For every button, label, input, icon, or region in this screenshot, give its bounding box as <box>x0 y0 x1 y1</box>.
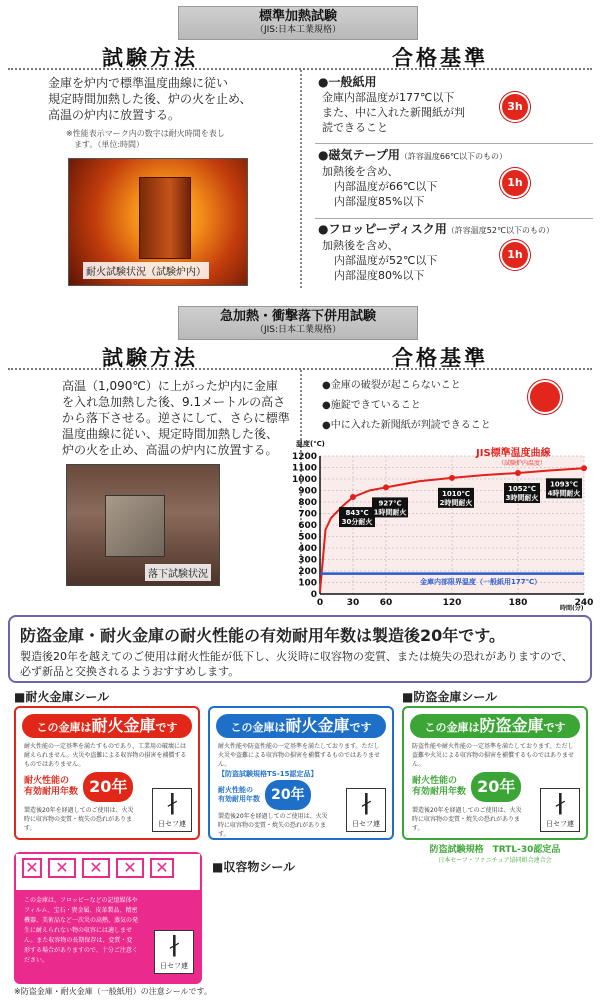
annotation-label: 2時間耐火 <box>439 498 473 507</box>
chart-legend-limit: 金庫内部限界温度（一般紙用177℃） <box>420 578 542 586</box>
section1-note: ※性能表示マーク内の数字は耐火時間を表し ます。（単位:時間） <box>66 129 225 149</box>
y-tick-label: 100 <box>298 578 317 589</box>
section1-subtitle: （JIS:日本工業規格） <box>254 25 342 35</box>
seal-text: 耐火性能や防盗性能の一定基準を満たしております。ただし火災や盗難による収容物の損害を補償するものではありません。 <box>218 743 381 768</box>
criteria-title: ●一般紙用 <box>318 75 377 89</box>
green-seal-standard: 防盗試験規格 TRTL-30認定品 日本セーフ・ファニチュア協同組合連合会 <box>429 845 561 864</box>
x-tick-label: 30 <box>346 598 360 608</box>
seal-logo: ∤ 日セフ連 <box>154 930 194 974</box>
section1-method-heading: 試験方法 <box>102 46 198 70</box>
seal-fire-red <box>14 706 200 840</box>
seal-band: この金庫は耐火金庫です <box>216 714 386 738</box>
section2-criteria-heading: 合格基準 <box>392 346 488 370</box>
seal-storage-pink <box>14 852 202 984</box>
seal-logo: ∤ 日セフ連 <box>152 788 192 832</box>
criteria-item: ●金庫の破裂が起こらないこと <box>322 380 461 391</box>
section1-vertical-divider <box>300 70 302 288</box>
y-tick-label: 800 <box>298 498 317 508</box>
no-instrument-icon: ✕ <box>150 858 174 878</box>
seal-years: 20年 <box>265 780 310 810</box>
x-tick-label: 0 <box>316 598 324 608</box>
seal-band: この金庫は防盗金庫です <box>410 714 580 738</box>
annotation-label: 4時間耐火 <box>547 489 581 498</box>
annotation-label: 1時間耐火 <box>373 508 407 517</box>
section2-title: 急加熱・衝撃落下併用試験 <box>219 309 376 324</box>
criteria-general-paper <box>318 75 590 135</box>
criteria-floppy-disk <box>318 222 590 283</box>
y-tick-label: 200 <box>298 567 317 577</box>
y-tick-label: 300 <box>298 555 317 566</box>
annotation-point <box>383 484 389 490</box>
x-tick-label: 240 <box>574 598 594 608</box>
y-tick-label: 700 <box>298 509 317 520</box>
criteria-separator <box>315 218 593 219</box>
criteria-text: 加熱後を含め、 内部温度が66℃以下 内部湿度85%以下 <box>322 165 438 208</box>
annotation-label: 1052℃ <box>508 485 536 494</box>
notice-body: 製造後20年を越えてのご使用は耐火性能が低下し、火災時に収容物の変質、または焼失の恐れがありますので、必ず新品と交換されるようおすすめします。 <box>20 650 573 678</box>
temperature-chart <box>290 436 594 612</box>
criteria-text: 加熱後を含め、 内部温度が52℃以下 内部湿度80%以下 <box>322 239 438 282</box>
seal-fire-blue <box>208 706 394 840</box>
fire-resistance-1h-icon: 1h <box>500 168 530 198</box>
x-tick-label: 60 <box>379 598 393 608</box>
annotation-label: 3時間耐火 <box>505 494 539 503</box>
seal-years: 20年 <box>471 772 521 802</box>
seal-footer: 製造後20年を経過してのご使用は、火災時に収容物の変質・焼失の恐れがあります。 <box>412 807 522 832</box>
storage-prohibited-icons <box>16 854 200 890</box>
criteria-title-note: （許容温度52℃以下のもの） <box>446 226 554 235</box>
furnace-photo-caption: 耐火試験状況（試験炉内） <box>83 262 209 279</box>
seal-years: 20年 <box>83 772 133 802</box>
criteria-text: 金庫内部温度が177℃以下 また、中に入れた新聞紙が判 読できること <box>322 91 465 134</box>
seal-theft-green <box>402 706 588 840</box>
furnace-photo <box>68 158 248 286</box>
notice-headline: 防盗金庫・耐火金庫の耐火性能の有効耐用年数は製造後20年です。 <box>20 626 505 645</box>
y-tick-label: 400 <box>298 544 317 554</box>
seal-footer: 製造後20年を経過してのご使用は、火災時に収容物の変質・焼失の恐れがあります。 <box>24 807 134 832</box>
chart-legend-jis: JIS標準温度曲線 <box>476 448 551 459</box>
annotation-point <box>515 470 521 476</box>
seal-logo: ∤ 日セフ連 <box>540 788 580 832</box>
y-tick-label: 1200 <box>291 452 317 462</box>
seal-life: 耐火性能の 有効耐用年数 20年 <box>16 769 198 802</box>
section1-title-box <box>178 6 418 40</box>
seal-standard: 【防盗試験規格TS-15認定品】 <box>218 770 318 778</box>
chart-y-label: 温度(℃) <box>296 440 325 448</box>
annotation-label: 30分耐火 <box>341 518 373 527</box>
seal-logo: ∤ 日セフ連 <box>346 788 386 832</box>
seal-text: 防盗性能や耐火性能の一定基準を満たしております。ただし盗難や火災による収容物の損害を補償するものではありません。 <box>412 743 575 768</box>
y-tick-label: 0 <box>310 590 317 600</box>
annotation-label: 927℃ <box>378 499 402 508</box>
no-bag-icon: ✕ <box>116 858 144 878</box>
section2-subtitle: （JIS:日本工業規格） <box>254 325 342 335</box>
storage-seal-note: ※防盗金庫・耐火金庫（一般紙用）の注意シールです。 <box>14 987 212 996</box>
furnace-safe-shape <box>139 177 191 259</box>
section1-method-text: 金庫を炉内で標準温度曲線に従い 規定時間加熱した後、炉の火を止め、 高温の炉内に放置する。 <box>48 76 252 122</box>
y-tick-label: 900 <box>298 486 317 497</box>
drop-test-photo <box>66 464 220 586</box>
criteria-title-note: （許容温度66℃以下のもの） <box>399 152 508 161</box>
annotation-label: 843℃ <box>345 509 369 518</box>
fire-resistance-1h-icon: 1h <box>500 240 530 270</box>
seal-life: 耐火性能の 有効耐用年数 20年 <box>210 779 392 810</box>
section2-method-heading: 試験方法 <box>102 346 198 370</box>
annotation-point <box>449 475 455 481</box>
seal-life: 耐火性能の 有効耐用年数 20年 <box>404 769 586 802</box>
seal-footer: 製造後20年を経過してのご使用は、火災時に収容物の変質・焼失の恐れがあります。 <box>218 813 328 838</box>
durability-notice <box>8 615 592 683</box>
annotation-point <box>350 494 356 500</box>
theft-seal-label: ■防盗金庫シール <box>402 690 498 704</box>
y-tick-label: 600 <box>298 521 317 531</box>
seal-band: この金庫は耐火金庫です <box>22 714 192 738</box>
criteria-magnetic-tape <box>318 148 590 209</box>
y-tick-label: 500 <box>298 532 317 543</box>
section2-criteria-list <box>322 376 522 436</box>
annotation-point <box>581 465 587 471</box>
section2-title-box <box>178 306 418 340</box>
drop-test-safe-shape <box>105 495 165 557</box>
chart-x-label: 時間(分) <box>560 605 584 612</box>
drop-test-caption: 落下試験状況 <box>145 564 211 581</box>
criteria-item: ●中に入れた新聞紙が判読できること <box>322 420 491 431</box>
section2-method-text: 高温（1,090℃）に上がった炉内に金庫 を入れ急加熱した後、9.1メートルの高さ から落下させる。逆さにして、さらに標準 温度曲線に従い、規定時間加熱した後、 炉の火を止め、高温の炉内に放置する。 <box>62 379 290 457</box>
no-jewelry-icon: ✕ <box>82 858 110 878</box>
x-tick-label: 120 <box>442 598 462 608</box>
section1-title: 標準加熱試験 <box>258 9 337 24</box>
y-tick-label: 1000 <box>291 475 317 485</box>
criteria-item: ●施錠できていること <box>322 400 421 411</box>
criteria-title: ●フロッピーディスク用 <box>318 222 447 236</box>
storage-seal-text: この金庫は、フロッピーなどの記憶媒体やフィルム、宝石・貴金属、皮革製品、精密機器、美術品など一次災の高熱、蒸気の発生に耐えられない物の収容には適しません。また収容物の長期保存は、変質・変形する場合がありますので、十分ご注意ください。 <box>24 897 139 964</box>
no-floppy-icon: ✕ <box>22 858 42 878</box>
criteria-title: ●磁気テープ用 <box>318 148 400 162</box>
x-tick-label: 180 <box>508 598 528 608</box>
section1-criteria-heading: 合格基準 <box>392 46 488 70</box>
storage-seal-label: ■収容物シール <box>212 860 296 874</box>
y-tick-label: 1100 <box>291 463 317 474</box>
seal-text: 耐火性能の一定基準を満たすものであり、工業用の破壊には耐えられません。火災や盗難による収容物の損害を補償するものではありません。 <box>24 743 187 768</box>
chart-legend-jis-sub: （試験炉内温度） <box>498 460 547 467</box>
safe-drop-icon <box>528 380 562 414</box>
annotation-label: 1093℃ <box>550 480 578 489</box>
fire-seal-label: ■耐火金庫シール <box>14 690 110 704</box>
annotation-label: 1010℃ <box>442 489 470 498</box>
no-film-icon: ✕ <box>48 858 76 878</box>
fire-resistance-3h-icon: 3h <box>500 92 530 122</box>
criteria-separator <box>315 143 593 144</box>
